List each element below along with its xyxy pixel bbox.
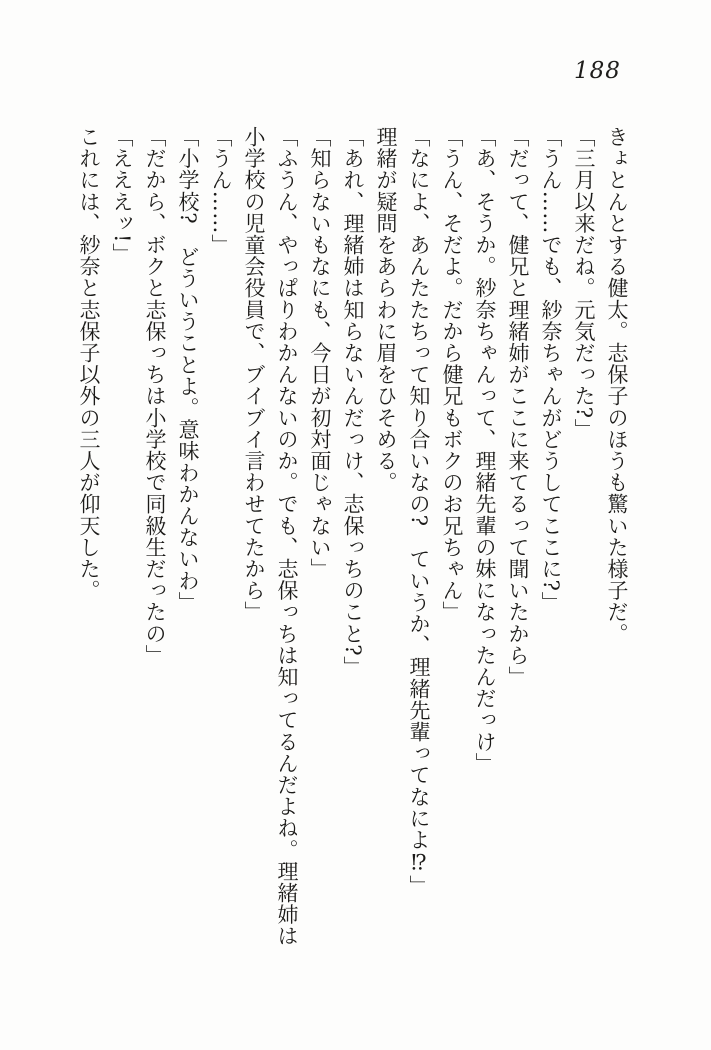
text-line: 「あれ、理緒姉は知らないんだっけ、志保っちのこと?」	[341, 126, 365, 678]
text-line: 「うん……」	[209, 126, 233, 256]
text-line: 理緒が疑問をあらわに眉をひそめる。	[374, 126, 398, 494]
text-line: 「なによ、あんたたちって知り合いなの? ていうか、理緒先輩ってなによ⁉」	[407, 126, 431, 897]
text-line: これには、紗奈と志保子以外の三人が仰天した。	[77, 126, 101, 602]
page-number: 188	[574, 58, 621, 84]
text-line: 「うん……でも、紗奈ちゃんがどうしてここに?」	[539, 126, 563, 614]
vertical-text-block	[72, 126, 633, 948]
text-line: 「三月以来だね。元気だった?」	[572, 126, 596, 441]
text-line: 「ふうん、やっぱりわかんないのか。でも、志保っちは知ってるんだよね。理緒姉は小学校の児童会役員で、ブイブイ言わせてたから」	[242, 126, 299, 947]
text-line: 「だって、健兄と理緒姉がここに来てるって聞いたから」	[506, 126, 530, 688]
text-line: 「あ、そうか。紗奈ちゃんって、理緒先輩の妹になったんだっけ」	[473, 126, 497, 774]
text-line: 「小学校? どういうことよ。意味わかんないわ」	[176, 126, 200, 614]
text-line: 「知らないもなにも、今日が初対面じゃない」	[308, 126, 332, 580]
text-line: 「えええッ!」	[110, 126, 134, 265]
text-line: 「うん、そだよ。だから健兄もボクのお兄ちゃん」	[440, 126, 464, 623]
text-line: 「だから、ボクと志保っちは小学校で同級生だったの」	[143, 126, 167, 666]
text-line: きょとんとする健太。志保子のほうも驚いた様子だ。	[605, 126, 629, 645]
